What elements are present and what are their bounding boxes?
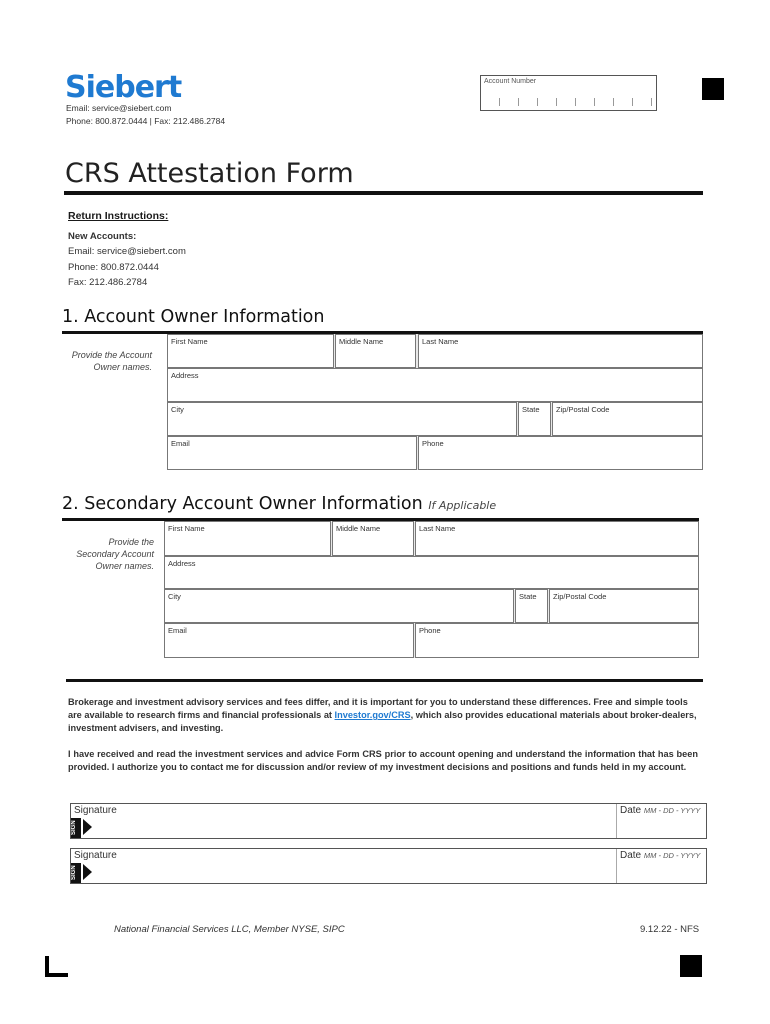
secondary-city-field[interactable]	[164, 589, 514, 623]
header-email: Email: service@siebert.com	[66, 103, 172, 113]
secondary-last-name-field[interactable]	[415, 521, 699, 556]
signature-date-divider	[616, 804, 617, 838]
owner-address-field[interactable]	[167, 368, 703, 402]
header-phone-fax: Phone: 800.872.0444 | Fax: 212.486.2784	[66, 116, 226, 126]
first-name-label: First Name	[171, 337, 208, 346]
account-number-label: Account Number	[484, 78, 537, 85]
email-label: Email	[168, 626, 187, 635]
signature-date-divider	[616, 849, 617, 883]
sign-tab: SIGN	[71, 818, 81, 838]
signature-label: Signature	[74, 850, 117, 861]
last-name-label: Last Name	[419, 524, 456, 533]
section1-title: 1. Account Owner Information	[62, 307, 325, 327]
return-phone: Phone: 800.872.0444	[68, 262, 159, 273]
secondary-email-field[interactable]	[164, 623, 414, 658]
address-label: Address	[171, 371, 199, 380]
owner-last-name-field[interactable]	[418, 334, 703, 368]
first-name-label: First Name	[168, 524, 205, 533]
secondary-address-field[interactable]	[164, 556, 699, 589]
email-label: Email	[171, 439, 190, 448]
secondary-middle-name-field[interactable]	[332, 521, 414, 556]
section1-note: Provide the Account Owner names.	[71, 350, 152, 372]
date-field[interactable]: Date MM - DD - YYYY	[620, 850, 701, 861]
account-number-field[interactable]	[480, 75, 657, 111]
account-number-tick-marks	[499, 98, 652, 106]
owner-state-field[interactable]	[518, 402, 551, 436]
siebert-logo: Siebert	[65, 70, 182, 105]
registration-mark-top-right	[702, 78, 724, 100]
return-instructions-heading: Return Instructions:	[68, 210, 169, 222]
registration-mark-bottom-left-foot	[45, 973, 68, 977]
signature-label: Signature	[74, 805, 117, 816]
owner-middle-name-field[interactable]	[335, 334, 416, 368]
phone-label: Phone	[419, 626, 441, 635]
last-name-label: Last Name	[422, 337, 459, 346]
middle-name-label: Middle Name	[339, 337, 384, 346]
date-field[interactable]: Date MM - DD - YYYY	[620, 805, 701, 816]
new-accounts-label: New Accounts:	[68, 231, 137, 242]
footer-version: 9.12.22 - NFS	[640, 924, 700, 935]
zip-label: Zip/Postal Code	[556, 405, 610, 414]
state-label: State	[519, 592, 537, 601]
signature-box-1[interactable]	[70, 803, 707, 839]
secondary-state-field[interactable]	[515, 589, 548, 623]
middle-name-label: Middle Name	[336, 524, 381, 533]
sign-arrow-icon	[83, 864, 92, 880]
section2-title: 2. Secondary Account Owner Information If Applicable	[62, 494, 497, 514]
city-label: City	[171, 405, 184, 414]
sign-tab: SIGN	[71, 863, 81, 883]
disclosure-divider	[66, 679, 703, 682]
state-label: State	[522, 405, 540, 414]
secondary-zip-field[interactable]	[549, 589, 699, 623]
section2-subtitle: If Applicable	[428, 499, 497, 512]
owner-phone-field[interactable]	[418, 436, 703, 470]
secondary-first-name-field[interactable]	[164, 521, 331, 556]
return-email: Email: service@siebert.com	[68, 246, 186, 257]
city-label: City	[168, 592, 181, 601]
owner-city-field[interactable]	[167, 402, 517, 436]
registration-mark-bottom-right	[680, 955, 702, 977]
secondary-phone-field[interactable]	[415, 623, 699, 658]
footer-firm: National Financial Services LLC, Member NYSE, SIPC	[114, 924, 345, 935]
owner-first-name-field[interactable]	[167, 334, 334, 368]
address-label: Address	[168, 559, 196, 568]
owner-zip-field[interactable]	[552, 402, 703, 436]
signature-box-2[interactable]	[70, 848, 707, 884]
investor-gov-crs-link[interactable]: Investor.gov/CRS	[334, 710, 411, 720]
sign-arrow-icon	[83, 819, 92, 835]
phone-label: Phone	[422, 439, 444, 448]
page-title: CRS Attestation Form	[65, 158, 354, 189]
return-fax: Fax: 212.486.2784	[68, 277, 148, 288]
owner-email-field[interactable]	[167, 436, 417, 470]
title-divider	[64, 191, 703, 195]
section2-note: Provide the Secondary Account Owner names.	[76, 537, 154, 571]
disclosure-paragraph-1: Brokerage and investment advisory services and fees differ, and it is important for you to understand these differences. Free and simple tools are available to research firms and financial professionals at Investor.gov/CRS, which also provides educational materials about broker-dealers, investment advisers, and investing.	[68, 697, 697, 733]
zip-label: Zip/Postal Code	[553, 592, 607, 601]
disclosure-paragraph-2: I have received and read the investment services and advice Form CRS prior to account opening and understand the information that has been provided. I authorize you to contact me for discussion and/or review of my investment decisions and positions and funds held in my account.	[68, 749, 698, 772]
